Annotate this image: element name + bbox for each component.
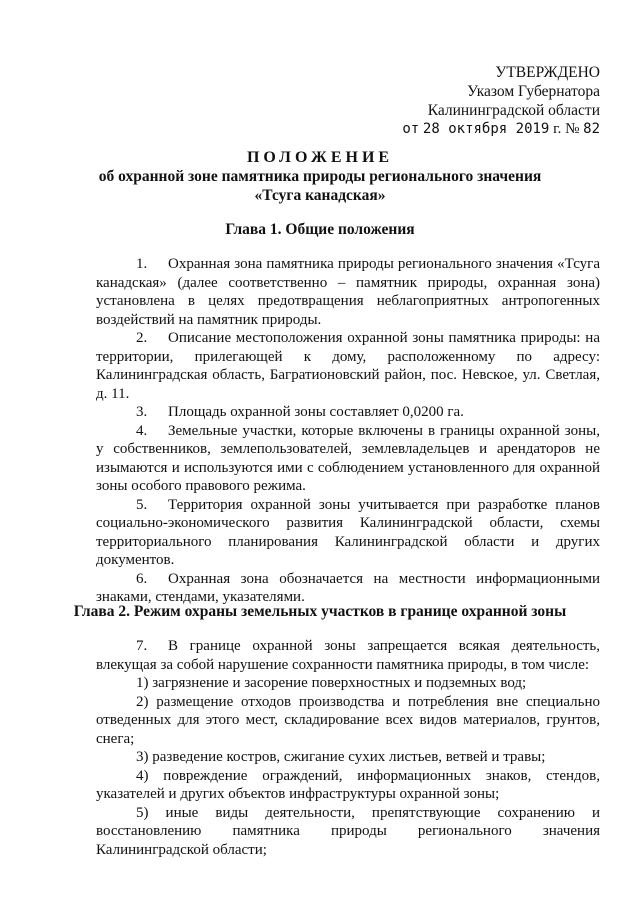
paragraph-text: В границе охранной зоны запрещается всякая деятельность, влекущая за собой нарушение сохранности памятника природы, в том числе: xyxy=(96,638,600,673)
paragraph-text: Площадь охранной зоны составляет 0,0200 га. xyxy=(168,404,464,420)
list-item: 1) загрязнение и засорение поверхностных и подземных вод; xyxy=(136,675,527,691)
paragraph-text: Охранная зона памятника природы регионального значения «Тсуга канадская» (далее соответственно – памятник природы, охранная зона) установлена в целях предотвращения неблагоприятных антропогенных воздействий на памятник природы. xyxy=(96,256,600,328)
paragraph-1 xyxy=(96,255,600,329)
title-heading: ПОЛОЖЕНИЕ xyxy=(246,149,394,166)
paragraph-2 xyxy=(96,329,600,403)
date-suffix: г. № xyxy=(553,121,580,137)
chapter-2-heading: Глава 2. Режим охраны земельных участков в границе охранной зоны xyxy=(73,603,567,620)
paragraph-number: 6. xyxy=(136,570,148,587)
list-item: 3) разведение костров, сжигание сухих листьев, ветвей и травы; xyxy=(136,749,546,765)
paragraph-text: Описание местоположения охранной зоны памятника природы: на территории, прилегающей к дому, расположенному по адресу: Калининградская область, Багратионовский район, пос. Невское, ул. Светлая, д. 11. xyxy=(96,330,600,402)
paragraph-4 xyxy=(96,422,600,496)
approval-title: УТВЕРЖДЕНО xyxy=(495,64,600,81)
title-subtitle-1: об охранной зоне памятника природы регионального значения xyxy=(98,168,542,185)
approval-dateline xyxy=(402,120,600,139)
decree-number: 82 xyxy=(583,121,600,137)
paragraph-3 xyxy=(96,403,600,422)
paragraph-5 xyxy=(96,496,600,570)
document-title xyxy=(60,148,580,205)
date-value: 28 октября 2019 xyxy=(422,121,550,137)
chapter-2-body xyxy=(96,637,600,859)
list-item: 2) размещение отходов производства и потребления вне специально отведенных для этого мест, складирование всех видов материалов, грунтов, снега; xyxy=(96,693,600,747)
paragraph-number: 1. xyxy=(136,256,148,272)
paragraph-7 xyxy=(96,637,600,674)
chapter-1-body xyxy=(96,255,600,607)
paragraph-text: Земельные участки, которые включены в границы охранной зоны, у собственников, землепользователей, землевладельцев и арендаторов не изымаются и используются ими с соблюдением установленного для охранной зоны особого правового режима. xyxy=(96,422,600,494)
approval-stamp xyxy=(402,63,600,139)
paragraph-6 xyxy=(96,570,600,607)
paragraph-number: 5. xyxy=(136,496,148,513)
list-item: 5) иные виды деятельности, препятствующие сохранению и восстановлению памятника природы регионального значения Калининградской области; xyxy=(96,804,600,858)
paragraph-text: Территория охранной зоны учитывается при разработке планов социально-экономического развития Калининградской области, схемы территориального планирования Калининградской области и других документов. xyxy=(96,496,600,568)
list-item: 4) повреждение ограждений, информационных знаков, стендов, указателей и других объектов инфраструктуры охранной зоны; xyxy=(96,767,600,802)
paragraph-number: 2. xyxy=(136,330,148,346)
paragraph-text: Охранная зона обозначается на местности информационными знаками, стендами, указателями. xyxy=(96,570,600,605)
approval-authority: Указом Губернатора xyxy=(467,83,600,100)
approval-region: Калининградской области xyxy=(427,102,600,119)
paragraph-number: 7. xyxy=(136,638,148,654)
chapter-1-heading: Глава 1. Общие положения xyxy=(225,221,415,238)
paragraph-number: 4. xyxy=(136,422,148,439)
paragraph-number: 3. xyxy=(136,404,148,420)
date-prefix: от xyxy=(402,121,420,137)
title-subtitle-2: «Тсуга канадская» xyxy=(254,187,386,204)
